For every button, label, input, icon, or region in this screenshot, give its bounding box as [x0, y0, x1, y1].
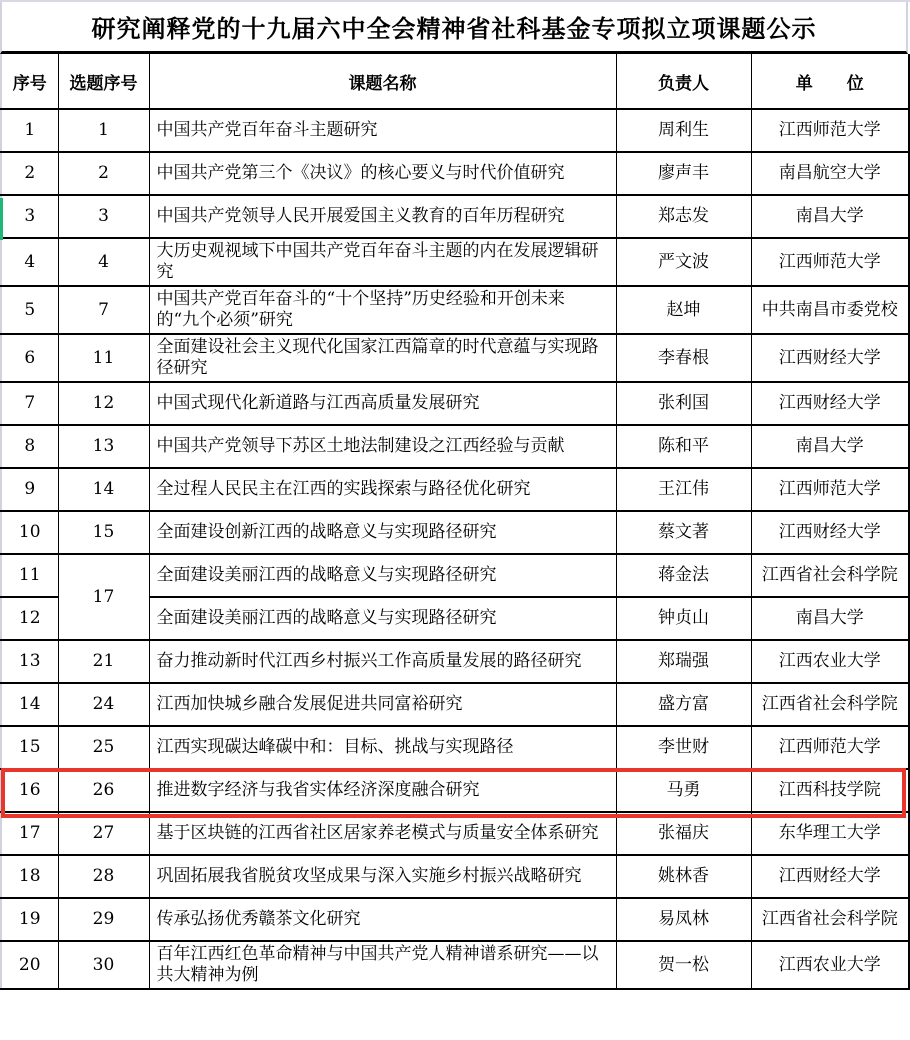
topic-no-cell: 13 — [58, 425, 149, 468]
topic-no-cell: 1 — [58, 109, 149, 152]
topic-no-cell: 28 — [58, 855, 149, 898]
leader-cell: 蒋金法 — [616, 554, 751, 597]
topic-title-cell: 江西加快城乡融合发展促进共同富裕研究 — [149, 683, 616, 726]
leader-cell: 张福庆 — [616, 812, 751, 855]
topic-no-cell: 11 — [58, 334, 149, 382]
unit-cell: 江西师范大学 — [751, 109, 909, 152]
topic-no-cell: 27 — [58, 812, 149, 855]
column-header-unit: 单 位 — [751, 54, 909, 109]
topic-no-cell: 26 — [58, 769, 149, 812]
topic-no-cell: 21 — [58, 640, 149, 683]
column-header-leader: 负责人 — [616, 54, 751, 109]
leader-cell: 严文波 — [616, 238, 751, 286]
table-row — [1, 554, 909, 597]
leader-cell: 郑志发 — [616, 195, 751, 238]
topic-title-cell: 江西实现碳达峰碳中和：目标、挑战与实现路径 — [149, 726, 616, 769]
column-header-topic-title: 课题名称 — [149, 54, 616, 109]
table-row — [1, 238, 909, 286]
topic-title-cell: 中国共产党第三个《决议》的核心要义与时代价值研究 — [149, 152, 616, 195]
header-row — [1, 54, 909, 109]
projects-table — [0, 54, 910, 990]
leader-cell: 贺一松 — [616, 941, 751, 989]
table-row — [1, 941, 909, 989]
topic-no-cell: 24 — [58, 683, 149, 726]
topic-no-cell: 4 — [58, 238, 149, 286]
unit-cell: 江西财经大学 — [751, 511, 909, 554]
unit-cell: 南昌大学 — [751, 195, 909, 238]
unit-cell: 江西省社会科学院 — [751, 898, 909, 941]
unit-cell: 江西省社会科学院 — [751, 554, 909, 597]
topic-title-cell: 全面建设美丽江西的战略意义与实现路径研究 — [149, 597, 616, 640]
leader-cell: 蔡文著 — [616, 511, 751, 554]
topic-title-cell: 中国共产党百年奋斗主题研究 — [149, 109, 616, 152]
topic-no-cell: 2 — [58, 152, 149, 195]
topic-title-cell: 中国共产党领导下苏区土地法制建设之江西经验与贡献 — [149, 425, 616, 468]
table-row — [1, 898, 909, 941]
leader-cell: 李春根 — [616, 334, 751, 382]
unit-cell: 中共南昌市委党校 — [751, 286, 909, 334]
row-no-cell: 12 — [1, 597, 58, 640]
unit-cell: 江西科技学院 — [751, 769, 909, 812]
table-row — [1, 683, 909, 726]
row-no-cell: 10 — [1, 511, 58, 554]
topic-title-cell: 中国式现代化新道路与江西高质量发展研究 — [149, 382, 616, 425]
topic-no-cell: 12 — [58, 382, 149, 425]
unit-cell: 江西农业大学 — [751, 941, 909, 989]
topic-title-cell: 传承弘扬优秀赣茶文化研究 — [149, 898, 616, 941]
leader-cell: 廖声丰 — [616, 152, 751, 195]
table-row — [1, 425, 909, 468]
leader-cell: 李世财 — [616, 726, 751, 769]
unit-cell: 江西师范大学 — [751, 238, 909, 286]
unit-cell: 江西财经大学 — [751, 334, 909, 382]
topic-no-cell: 3 — [58, 195, 149, 238]
row-no-cell: 9 — [1, 468, 58, 511]
topic-title-cell: 奋力推动新时代江西乡村振兴工作高质量发展的路径研究 — [149, 640, 616, 683]
topic-title-cell: 全面建设创新江西的战略意义与实现路径研究 — [149, 511, 616, 554]
leader-cell: 赵坤 — [616, 286, 751, 334]
table-row — [1, 468, 909, 511]
row-no-cell: 5 — [1, 286, 58, 334]
topic-no-cell: 14 — [58, 468, 149, 511]
row-no-cell: 18 — [1, 855, 58, 898]
column-header-no: 序号 — [1, 54, 58, 109]
leader-cell: 易凤林 — [616, 898, 751, 941]
table-body — [1, 109, 909, 989]
topic-no-cell: 30 — [58, 941, 149, 989]
unit-cell: 东华理工大学 — [751, 812, 909, 855]
row-no-cell: 16 — [1, 769, 58, 812]
table-row — [1, 334, 909, 382]
unit-cell: 江西农业大学 — [751, 640, 909, 683]
table-header — [1, 54, 909, 109]
row-no-cell: 2 — [1, 152, 58, 195]
row-no-cell: 19 — [1, 898, 58, 941]
unit-cell: 南昌大学 — [751, 597, 909, 640]
table-row — [1, 812, 909, 855]
table-row — [1, 109, 909, 152]
topic-no-cell: 25 — [58, 726, 149, 769]
table-row — [1, 511, 909, 554]
row-no-cell: 17 — [1, 812, 58, 855]
leader-cell: 马勇 — [616, 769, 751, 812]
leader-cell: 姚林香 — [616, 855, 751, 898]
topic-title-cell: 推进数字经济与我省实体经济深度融合研究 — [149, 769, 616, 812]
table-row — [1, 640, 909, 683]
unit-cell: 江西师范大学 — [751, 726, 909, 769]
page-title: 研究阐释党的十九届六中全会精神省社科基金专项拟立项课题公示 — [0, 2, 908, 54]
unit-cell: 江西省社会科学院 — [751, 683, 909, 726]
topic-title-cell: 大历史观视域下中国共产党百年奋斗主题的内在发展逻辑研究 — [149, 238, 616, 286]
row-no-cell: 6 — [1, 334, 58, 382]
leader-cell: 陈和平 — [616, 425, 751, 468]
row-no-cell: 13 — [1, 640, 58, 683]
row-no-cell: 8 — [1, 425, 58, 468]
column-header-topic-no: 选题序号 — [58, 54, 149, 109]
unit-cell: 江西财经大学 — [751, 382, 909, 425]
leader-cell: 周利生 — [616, 109, 751, 152]
topic-title-cell: 中国共产党百年奋斗的“十个坚持”历史经验和开创未来的“九个必须”研究 — [149, 286, 616, 334]
unit-cell: 南昌航空大学 — [751, 152, 909, 195]
topic-title-cell: 巩固拓展我省脱贫攻坚成果与深入实施乡村振兴战略研究 — [149, 855, 616, 898]
leader-cell: 钟贞山 — [616, 597, 751, 640]
row-no-cell: 20 — [1, 941, 58, 989]
topic-no-cell: 17 — [58, 554, 149, 640]
table-row — [1, 769, 909, 812]
table-row — [1, 152, 909, 195]
leader-cell: 王江伟 — [616, 468, 751, 511]
unit-cell: 江西师范大学 — [751, 468, 909, 511]
row-no-cell: 15 — [1, 726, 58, 769]
table-row — [1, 382, 909, 425]
table-row — [1, 286, 909, 334]
topic-no-cell: 29 — [58, 898, 149, 941]
topic-title-cell: 百年江西红色革命精神与中国共产党人精神谱系研究——以共大精神为例 — [149, 941, 616, 989]
topic-no-cell: 7 — [58, 286, 149, 334]
leader-cell: 张利国 — [616, 382, 751, 425]
table-row — [1, 855, 909, 898]
leader-cell: 盛方富 — [616, 683, 751, 726]
topic-title-cell: 全面建设美丽江西的战略意义与实现路径研究 — [149, 554, 616, 597]
topic-title-cell: 全过程人民民主在江西的实践探索与路径优化研究 — [149, 468, 616, 511]
table-row — [1, 195, 909, 238]
topic-title-cell: 中国共产党领导人民开展爱国主义教育的百年历程研究 — [149, 195, 616, 238]
row-no-cell: 14 — [1, 683, 58, 726]
unit-cell: 江西财经大学 — [751, 855, 909, 898]
topic-title-cell: 全面建设社会主义现代化国家江西篇章的时代意蕴与实现路径研究 — [149, 334, 616, 382]
leader-cell: 郑瑞强 — [616, 640, 751, 683]
row-no-cell: 4 — [1, 238, 58, 286]
row-no-cell: 3 — [1, 195, 58, 238]
table-row — [1, 726, 909, 769]
row-no-cell: 1 — [1, 109, 58, 152]
topic-title-cell: 基于区块链的江西省社区居家养老模式与质量安全体系研究 — [149, 812, 616, 855]
row-no-cell: 11 — [1, 554, 58, 597]
unit-cell: 南昌大学 — [751, 425, 909, 468]
topic-no-cell: 15 — [58, 511, 149, 554]
row-no-cell: 7 — [1, 382, 58, 425]
